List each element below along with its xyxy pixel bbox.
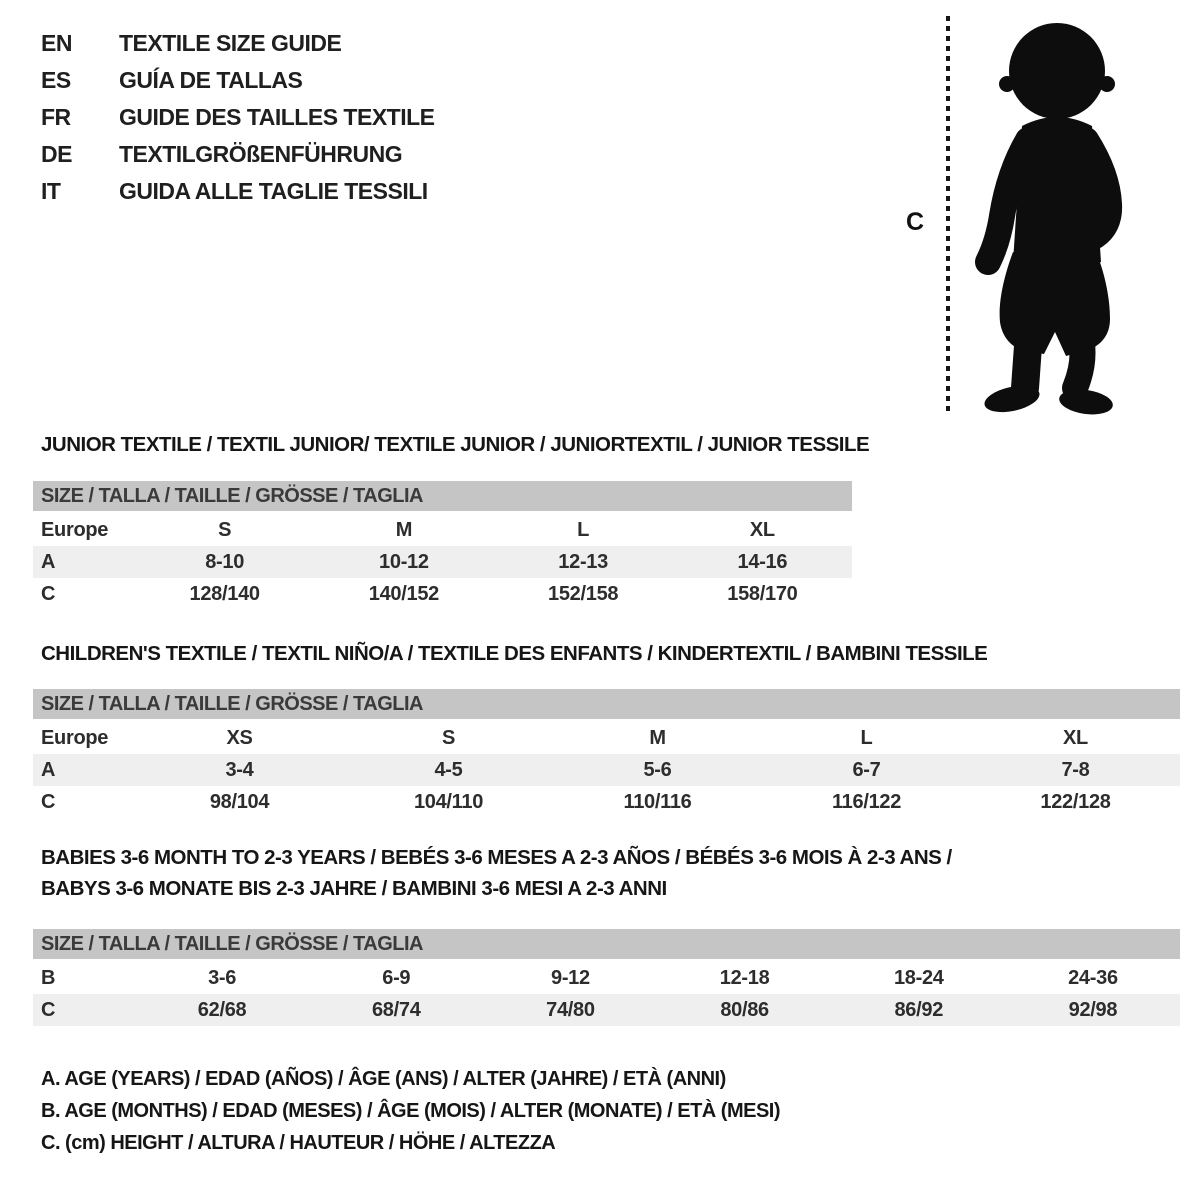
age-cell: 4-5 bbox=[434, 758, 463, 781]
language-row-en bbox=[41, 25, 435, 62]
height-cell: 104/110 bbox=[413, 790, 484, 813]
height-cell: 128/140 bbox=[189, 582, 260, 605]
language-code: EN bbox=[41, 30, 72, 56]
language-code: DE bbox=[41, 141, 72, 167]
row-label: A bbox=[41, 758, 56, 781]
size-header-bar: SIZE / TALLA / TAILLE / GRÖSSE / TAGLIA bbox=[33, 689, 1180, 719]
language-code: ES bbox=[41, 67, 71, 93]
language-code: IT bbox=[41, 178, 61, 204]
size-table-junior bbox=[33, 481, 852, 610]
guide-title-en: TEXTILE SIZE GUIDE bbox=[119, 30, 342, 56]
age-cell: 7-8 bbox=[1061, 758, 1090, 781]
height-cell: 80/86 bbox=[720, 998, 769, 1021]
height-cell: 62/68 bbox=[197, 998, 247, 1021]
height-cell: 122/128 bbox=[1040, 790, 1111, 813]
height-cell: 158/170 bbox=[727, 582, 798, 605]
row-label: A bbox=[41, 550, 56, 573]
table-row-height bbox=[33, 786, 1180, 818]
age-cell: 9-12 bbox=[551, 966, 590, 989]
guide-title-de: TEXTILGRÖßENFÜHRUNG bbox=[119, 141, 403, 167]
height-cell: 92/98 bbox=[1068, 998, 1118, 1021]
size-cell: S bbox=[441, 726, 456, 749]
section-title-babies-line1: BABIES 3-6 MONTH TO 2-3 YEARS / BEBÉS 3-6 MESES A 2-3 AÑOS / BÉBÉS 3-6 MOIS À 2-3 ANS / bbox=[41, 846, 952, 869]
section-title-babies-line2: BABYS 3-6 MONATE BIS 2-3 JAHRE / BAMBINI 3-6 MESI A 2-3 ANNI bbox=[41, 877, 667, 900]
table-rows bbox=[33, 722, 1180, 818]
height-cell: 98/104 bbox=[209, 790, 270, 813]
age-cell: 6-9 bbox=[382, 966, 411, 989]
age-cell: 6-7 bbox=[852, 758, 881, 781]
age-cell: 8-10 bbox=[205, 550, 245, 573]
table-rows bbox=[33, 514, 852, 610]
size-cell: M bbox=[649, 726, 666, 749]
age-cell: 5-6 bbox=[643, 758, 672, 781]
size-cell: L bbox=[577, 518, 590, 541]
row-label: B bbox=[41, 966, 56, 989]
size-cell: S bbox=[218, 518, 232, 541]
age-cell: 3-6 bbox=[208, 966, 237, 989]
age-cell: 24-36 bbox=[1068, 966, 1118, 989]
language-row-it bbox=[41, 173, 435, 210]
table-rows bbox=[33, 962, 1180, 1026]
table-row-height bbox=[33, 994, 1180, 1026]
height-cell: 152/158 bbox=[548, 582, 619, 605]
height-cell: 86/92 bbox=[894, 998, 944, 1021]
guide-title-it: GUIDA ALLE TAGLIE TESSILI bbox=[119, 178, 428, 204]
toddler-silhouette-icon bbox=[956, 16, 1146, 421]
age-cell: 12-18 bbox=[719, 966, 770, 989]
size-table-children bbox=[33, 689, 1180, 818]
table-row-age-years bbox=[33, 546, 852, 578]
guide-title-fr: GUIDE DES TAILLES TEXTILE bbox=[119, 104, 435, 130]
age-cell: 10-12 bbox=[379, 550, 429, 573]
height-measure-line bbox=[946, 16, 950, 416]
legend-line-c: C. (cm) HEIGHT / ALTURA / HAUTEUR / HÖHE / ALTEZZA bbox=[41, 1131, 556, 1154]
row-label: C bbox=[41, 998, 56, 1021]
size-cell: M bbox=[395, 518, 413, 541]
age-cell: 12-13 bbox=[558, 550, 608, 573]
size-table-babies bbox=[33, 929, 1180, 1026]
guide-title-es: GUÍA DE TALLAS bbox=[119, 67, 303, 93]
legend-line-b: B. AGE (MONTHS) / EDAD (MESES) / ÂGE (MOIS) / ALTER (MONATE) / ETÀ (MESI) bbox=[41, 1099, 781, 1122]
language-row-de bbox=[41, 136, 435, 173]
size-header-bar: SIZE / TALLA / TAILLE / GRÖSSE / TAGLIA bbox=[33, 481, 852, 511]
height-cell: 68/74 bbox=[371, 998, 421, 1021]
table-row-europe bbox=[33, 722, 1180, 754]
language-list bbox=[41, 25, 435, 210]
measure-label-c: C bbox=[906, 208, 925, 236]
age-cell: 3-4 bbox=[225, 758, 254, 781]
section-title-junior: JUNIOR TEXTILE / TEXTIL JUNIOR/ TEXTILE JUNIOR / JUNIORTEXTIL / JUNIOR TESSILE bbox=[41, 433, 870, 456]
table-row-height bbox=[33, 578, 852, 610]
height-cell: 74/80 bbox=[546, 998, 595, 1021]
row-label: Europe bbox=[41, 726, 109, 749]
language-row-fr bbox=[41, 99, 435, 136]
table-row-age-months bbox=[33, 962, 1180, 994]
section-title-children: CHILDREN'S TEXTILE / TEXTIL NIÑO/A / TEXTILE DES ENFANTS / KINDERTEXTIL / BAMBINI TESSILE bbox=[41, 642, 988, 665]
language-code: FR bbox=[41, 104, 71, 130]
age-cell: 14-16 bbox=[737, 550, 788, 573]
table-row-age-years bbox=[33, 754, 1180, 786]
legend bbox=[41, 1063, 780, 1159]
age-cell: 18-24 bbox=[893, 966, 944, 989]
size-header-bar: SIZE / TALLA / TAILLE / GRÖSSE / TAGLIA bbox=[33, 929, 1180, 959]
row-label: C bbox=[41, 790, 56, 813]
row-label: Europe bbox=[41, 518, 109, 541]
size-cell: XL bbox=[1063, 726, 1088, 749]
height-cell: 116/122 bbox=[831, 790, 902, 813]
table-row-europe bbox=[33, 514, 852, 546]
size-cell: L bbox=[860, 726, 873, 749]
language-row-es bbox=[41, 62, 435, 99]
size-cell: XS bbox=[226, 726, 253, 749]
legend-line-a: A. AGE (YEARS) / EDAD (AÑOS) / ÂGE (ANS) / ALTER (JAHRE) / ETÀ (ANNI) bbox=[41, 1067, 726, 1090]
size-cell: XL bbox=[749, 518, 775, 541]
height-cell: 140/152 bbox=[368, 582, 439, 605]
height-cell: 110/116 bbox=[623, 790, 692, 813]
row-label: C bbox=[41, 582, 56, 605]
